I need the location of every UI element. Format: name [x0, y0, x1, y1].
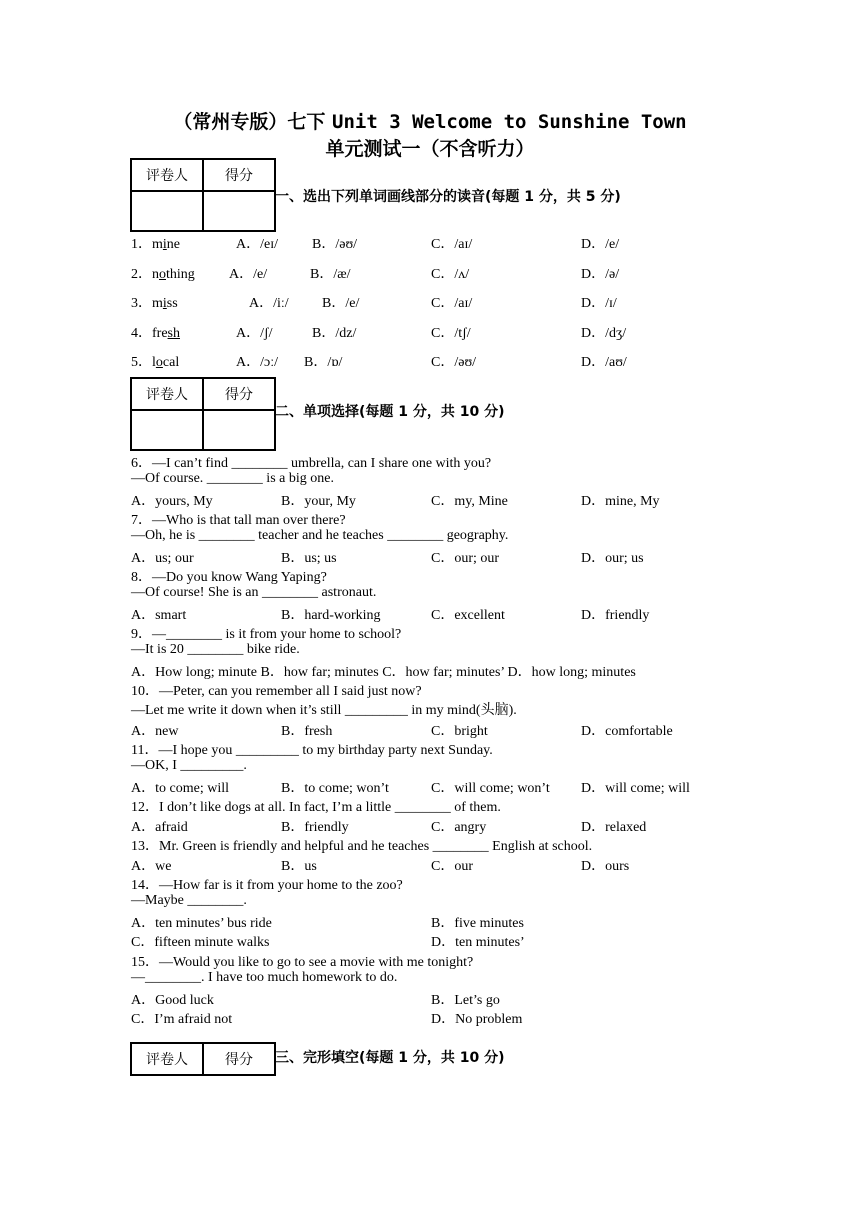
- option: A．/eɪ/: [236, 237, 278, 252]
- question-stem: —Of course! She is an ________ astronaut.: [131, 585, 377, 600]
- option: B．us: [281, 859, 317, 874]
- option: B．us; us: [281, 551, 337, 566]
- phonics-word: 1．mine: [131, 237, 180, 252]
- option: B．to come; won’t: [281, 781, 389, 796]
- option: A．us; our: [131, 551, 194, 566]
- option: A．/e/: [229, 267, 268, 282]
- option: D．friendly: [581, 608, 650, 623]
- section-heading: 三、完形填空(每题 1 分，共 10 分): [275, 1050, 505, 1066]
- option: B．fresh: [281, 724, 333, 739]
- option: C．fifteen minute walks: [131, 935, 270, 950]
- option: D．No problem: [431, 1012, 523, 1027]
- option: B．/ɒ/: [304, 355, 343, 370]
- section-heading: 二、单项选择(每题 1 分，共 10 分): [275, 404, 505, 420]
- question-stem: —Maybe ________.: [131, 893, 247, 908]
- option: C．/aɪ/: [431, 237, 473, 252]
- option: D．/dʒ/: [581, 326, 627, 341]
- option: D．mine, My: [581, 494, 660, 509]
- option: C．my, Mine: [431, 494, 508, 509]
- option: A．/ʃ/: [236, 326, 273, 341]
- option: A．new: [131, 724, 179, 739]
- option: B．friendly: [281, 820, 349, 835]
- option: B．your, My: [281, 494, 356, 509]
- option: C．our: [431, 859, 473, 874]
- option: D．relaxed: [581, 820, 647, 835]
- option: A．we: [131, 859, 172, 874]
- option: D．comfortable: [581, 724, 673, 739]
- question-stem: —Let me write it down when it’s still _________ in my mind(头脑).: [131, 703, 517, 718]
- question-stem: 13．Mr. Green is friendly and helpful and he teaches ________ English at school.: [131, 839, 593, 854]
- option: A．Good luck: [131, 993, 214, 1008]
- question-stem: 12．I don’t like dogs at all. In fact, I’m a little ________ of them.: [131, 800, 501, 815]
- option: B．/æ/: [310, 267, 351, 282]
- phonics-word: 2．nothing: [131, 267, 195, 282]
- option: A．yours, My: [131, 494, 213, 509]
- question-stem: 7．—Who is that tall man over there?: [131, 513, 346, 528]
- question-stem: —OK, I _________.: [131, 758, 247, 773]
- option: A．afraid: [131, 820, 188, 835]
- option: C．angry: [431, 820, 487, 835]
- question-stem: 14．—How far is it from your home to the zoo?: [131, 878, 403, 893]
- option: B．Let’s go: [431, 993, 500, 1008]
- option: C．/əʊ/: [431, 355, 477, 370]
- question-stem: —________. I have too much homework to do.: [131, 970, 398, 985]
- option: D．/e/: [581, 237, 620, 252]
- option: C．/ʌ/: [431, 267, 470, 282]
- option: D．ten minutes’: [431, 935, 525, 950]
- option: D．/aʊ/: [581, 355, 627, 370]
- option: A．to come; will: [131, 781, 229, 796]
- option: C．/tʃ/: [431, 326, 471, 341]
- phonics-word: 5．local: [131, 355, 180, 370]
- option: B．/dz/: [312, 326, 357, 341]
- option: A．/iː/: [249, 296, 289, 311]
- question-stem: 10．—Peter, can you remember all I said just now?: [131, 684, 422, 699]
- question-stem: 8．—Do you know Wang Yaping?: [131, 570, 327, 585]
- option: C．our; our: [431, 551, 500, 566]
- option: C．I’m afraid not: [131, 1012, 233, 1027]
- option: B．/əʊ/: [312, 237, 358, 252]
- option: B．hard-working: [281, 608, 381, 623]
- option: C．/aɪ/: [431, 296, 473, 311]
- option: A．/ɔː/: [236, 355, 278, 370]
- question-stem: —It is 20 ________ bike ride.: [131, 642, 300, 657]
- option: D．will come; will: [581, 781, 690, 796]
- phonics-word: 4．fresh: [131, 326, 180, 341]
- option: A．smart: [131, 608, 187, 623]
- score-box: 评卷人 得分: [130, 158, 276, 232]
- question-stem: 11．—I hope you _________ to my birthday party next Sunday.: [131, 743, 493, 758]
- question-stem: 9．—________ is it from your home to school?: [131, 627, 402, 642]
- score-box: 评卷人 得分: [130, 377, 276, 451]
- option: C．excellent: [431, 608, 505, 623]
- option: B．/e/: [322, 296, 360, 311]
- option: A．ten minutes’ bus ride: [131, 916, 272, 931]
- option: D．/ɪ/: [581, 296, 617, 311]
- question-stem: 6．—I can’t find ________ umbrella, can I share one with you?: [131, 456, 492, 471]
- score-box: 评卷人 得分: [130, 1042, 276, 1076]
- option: D．/ə/: [581, 267, 620, 282]
- paper-title: （常州专版）七下 Unit 3 Welcome to Sunshine Town: [173, 111, 687, 133]
- question-stem: —Of course. ________ is a big one.: [131, 471, 334, 486]
- option: B．five minutes: [431, 916, 524, 931]
- paper-subtitle: 单元测试一（不含听力）: [325, 138, 535, 160]
- section-heading: 一、选出下列单词画线部分的读音(每题 1 分，共 5 分): [275, 189, 621, 205]
- option: D．our; us: [581, 551, 644, 566]
- option: D．ours: [581, 859, 630, 874]
- option-row: A．How long; minute B．how far; minutes C．how far; minutes’ D．how long; minutes: [131, 665, 636, 680]
- option: C．will come; won’t: [431, 781, 550, 796]
- question-stem: 15．—Would you like to go to see a movie with me tonight?: [131, 955, 474, 970]
- option: C．bright: [431, 724, 488, 739]
- phonics-word: 3．miss: [131, 296, 178, 311]
- question-stem: —Oh, he is ________ teacher and he teaches ________ geography.: [131, 528, 509, 543]
